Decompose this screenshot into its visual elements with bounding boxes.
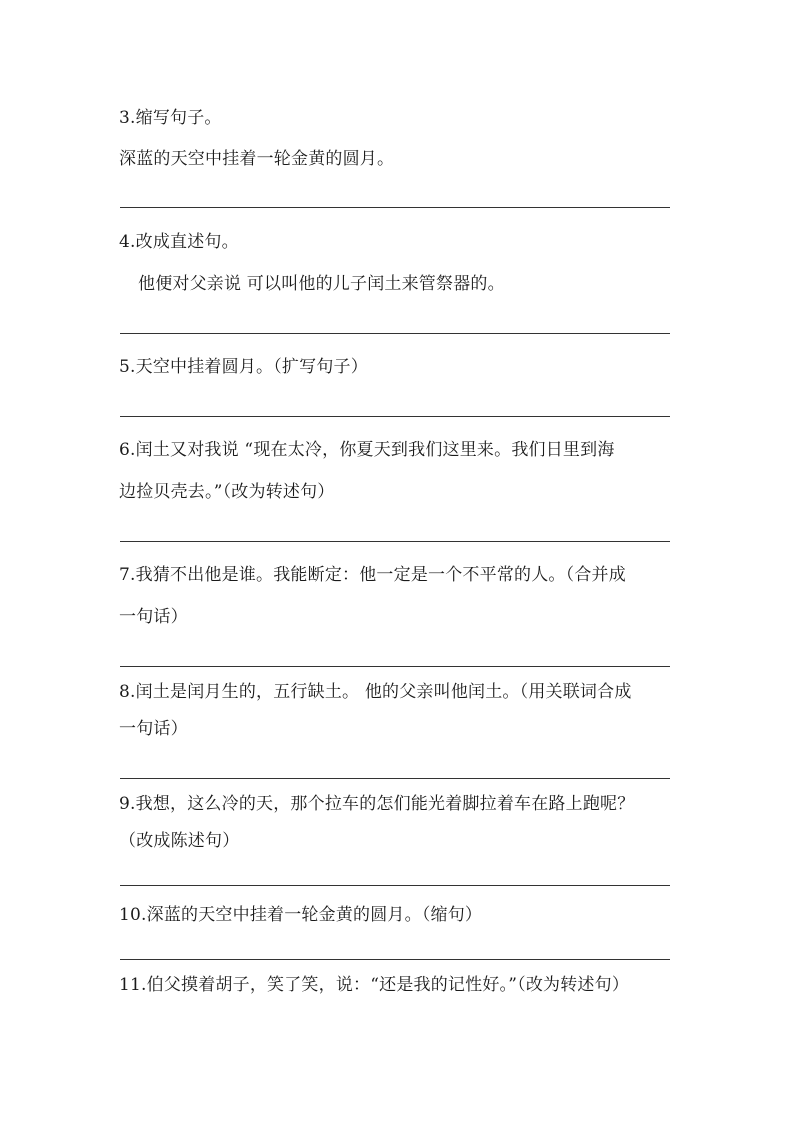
question-7-line-1: 7.我猜不出他是谁。我能断定：他一定是一个不平常的人。（合并成 bbox=[119, 565, 626, 585]
question-5-text: 5.天空中挂着圆月。（扩写句子） bbox=[119, 357, 368, 377]
question-6-line-2: 边捡贝壳去。”（改为转述句） bbox=[119, 482, 335, 502]
answer-line-4[interactable] bbox=[120, 333, 670, 334]
question-9-line-1: 9.我想，这么冷的天，那个拉车的怎们能光着脚拉着车在路上跑呢？ bbox=[119, 794, 635, 814]
answer-line-10[interactable] bbox=[120, 959, 670, 960]
question-9-line-2: （改成陈述句） bbox=[119, 831, 240, 851]
question-11-text: 11.伯父摸着胡子，笑了笑，说：“还是我的记性好。”（改为转述句） bbox=[119, 975, 630, 995]
answer-line-6[interactable] bbox=[120, 541, 670, 542]
question-4-title: 4.改成直述句。 bbox=[119, 232, 239, 252]
answer-line-9[interactable] bbox=[120, 885, 670, 886]
question-3-title: 3.缩写句子。 bbox=[119, 108, 222, 128]
answer-line-5[interactable] bbox=[120, 416, 670, 417]
answer-line-3[interactable] bbox=[120, 207, 670, 208]
answer-line-7[interactable] bbox=[120, 666, 670, 667]
question-8-line-2: 一句话） bbox=[119, 719, 188, 739]
question-7-line-2: 一句话） bbox=[119, 607, 188, 627]
question-8-line-1: 8.闰土是闰月生的，五行缺土。 他的父亲叫他闰土。（用关联词合成 bbox=[119, 682, 632, 702]
question-3-sentence: 深蓝的天空中挂着一轮金黄的圆月。 bbox=[119, 149, 395, 169]
question-4-sentence: 他便对父亲说 可以叫他的儿子闰土来管祭器的。 bbox=[138, 274, 505, 294]
answer-line-8[interactable] bbox=[120, 778, 670, 779]
question-6-line-1: 6.闰土又对我说 “现在太冷，你夏天到我们这里来。我们日里到海 bbox=[119, 440, 615, 460]
question-10-text: 10.深蓝的天空中挂着一轮金黄的圆月。（缩句） bbox=[119, 905, 483, 925]
